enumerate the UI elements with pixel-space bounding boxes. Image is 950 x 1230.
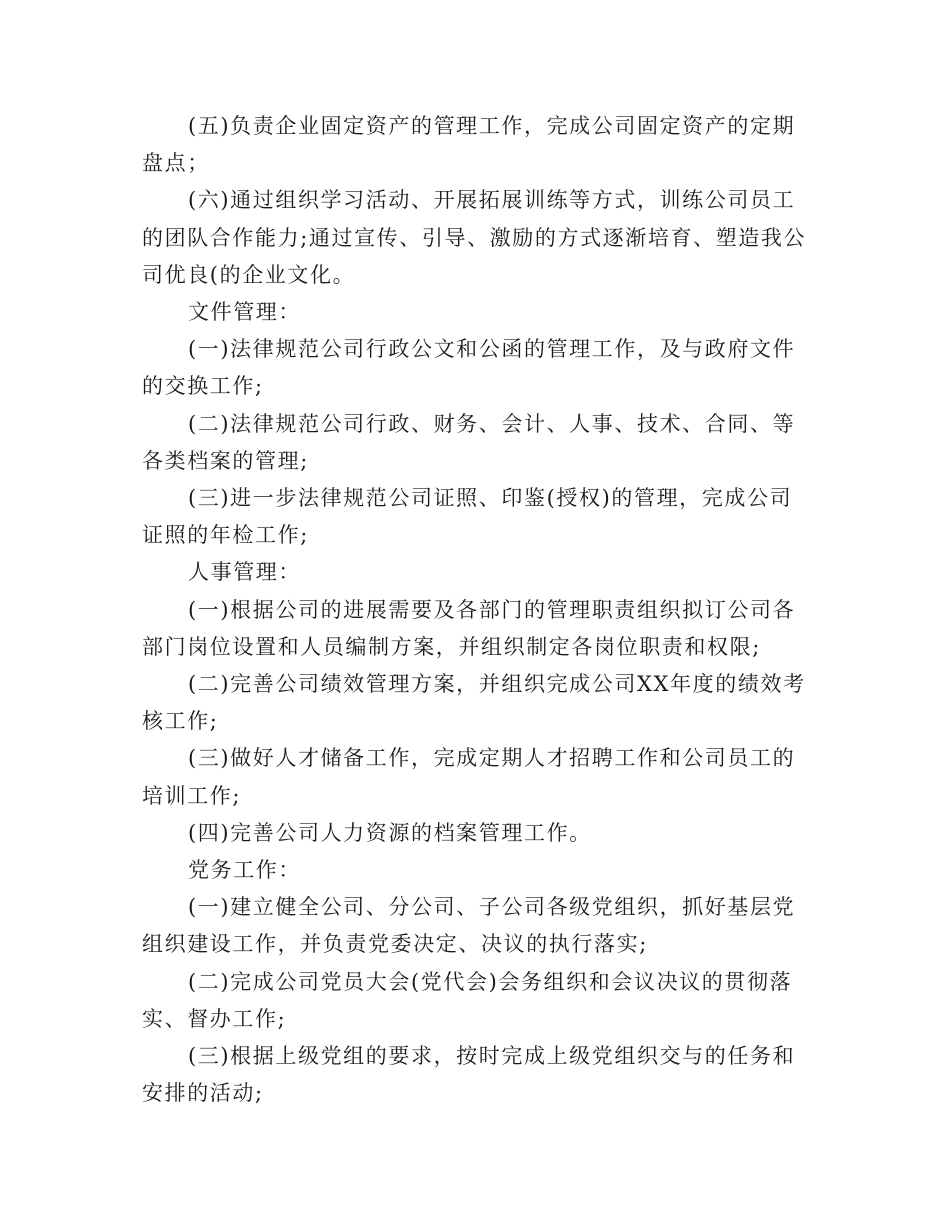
paragraph-hr-archives: (四)完善公司人力资源的档案管理工作。 xyxy=(188,820,592,845)
document-body xyxy=(142,108,812,1112)
paragraph-official-documents: (一)法律规范公司行政公文和公函的管理工作，及与政府文件的交换工作; xyxy=(142,337,796,399)
paragraph-talent-reserve: (三)做好人才储备工作，完成定期人才招聘工作和公司员工的培训工作; xyxy=(142,746,796,808)
paragraph-performance: (二)完善公司绩效管理方案，并组织完成公司XX年度的绩效考核工作; xyxy=(142,672,806,734)
section-heading-file-management: 文件管理： xyxy=(188,300,301,325)
paragraph-positions-staffing: (一)根据公司的进展需要及各部门的管理职责组织拟订公司各部门岗位设置和人员编制方案，并组织制定各岗位职责和权限; xyxy=(142,597,796,659)
section-heading-personnel-management: 人事管理： xyxy=(188,560,301,585)
section-heading-party-affairs: 党务工作： xyxy=(188,858,301,883)
paragraph-higher-party-tasks: (三)根据上级党组的要求，按时完成上级党组织交与的任务和安排的活动; xyxy=(142,1044,796,1106)
paragraph-licenses-seals: (三)进一步法律规范公司证照、印鉴(授权)的管理，完成公司证照的年检工作; xyxy=(142,486,793,548)
paragraph-party-organizations: (一)建立健全公司、分公司、子公司各级党组织，抓好基层党组织建设工作，并负责党委决定、决议的执行落实; xyxy=(142,895,796,957)
paragraph-party-congress: (二)完成公司党员大会(党代会)会务组织和会议决议的贯彻落实、督办工作; xyxy=(142,969,793,1031)
paragraph-archives: (二)法律规范公司行政、财务、会计、人事、技术、合同、等各类档案的管理; xyxy=(142,411,796,473)
paragraph-fixed-assets: (五)负责企业固定资产的管理工作，完成公司固定资产的定期盘点； xyxy=(142,114,796,176)
paragraph-team-culture: (六)通过组织学习活动、开展拓展训练等方式，训练公司员工的团队合作能力;通过宣传、引导、激励的方式逐渐培育、塑造我公司优良(的企业文化。 xyxy=(142,188,807,287)
